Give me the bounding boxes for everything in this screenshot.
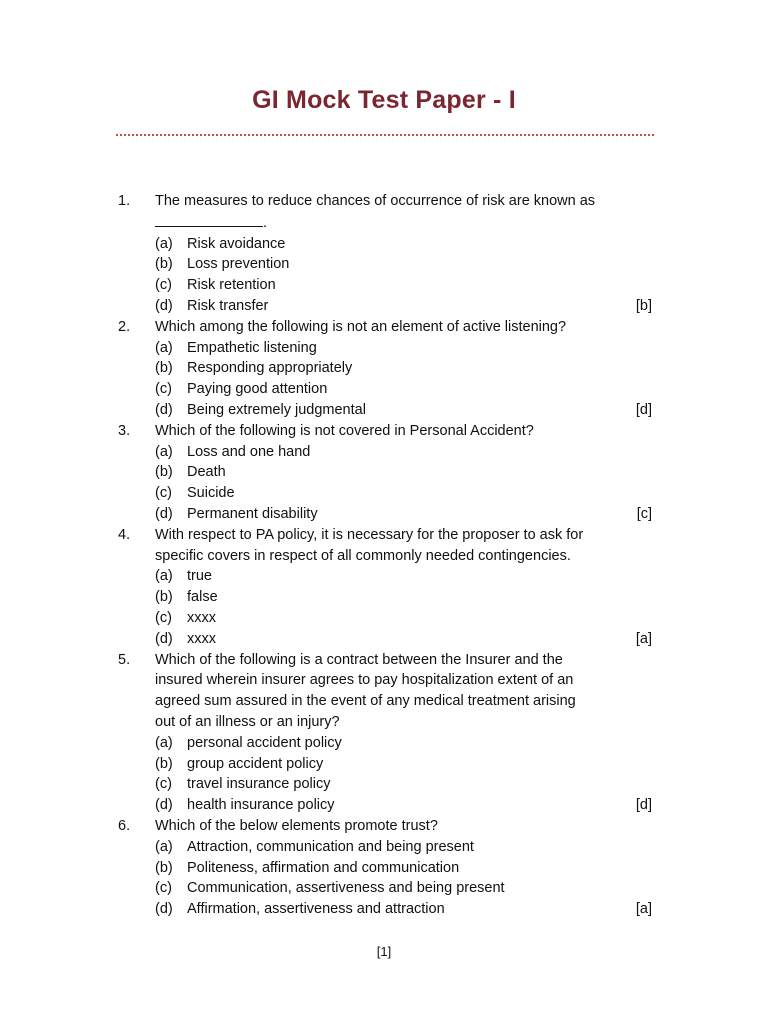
question-text: Which among the following is not an element of active listening? [155,318,567,335]
option-row [118,254,658,275]
question-list [118,191,658,920]
question-block [118,421,658,525]
option-row [118,275,658,296]
option-text: Affirmation, assertiveness and attraction [187,901,445,918]
option-row [118,899,658,920]
option-text: travel insurance policy [187,776,331,793]
option-label: (b) [155,360,173,377]
question-block [118,650,658,816]
answer-blank-line [118,212,658,234]
option-text: Risk avoidance [187,235,286,252]
option-row [118,608,658,629]
question-line [118,816,658,837]
option-label: (b) [155,256,173,273]
option-label: (a) [155,568,173,585]
option-label: (a) [155,443,173,460]
question-line [118,712,658,733]
option-row [118,379,658,400]
option-row [118,296,658,317]
option-row [118,338,658,359]
option-row [118,629,658,650]
option-text: Death [187,464,226,481]
option-row [118,774,658,795]
option-text: Being extremely judgmental [187,401,366,418]
page-number: [1] [376,944,392,959]
answer-key: [b] [635,297,652,314]
question-block [118,317,658,421]
option-label: (c) [155,381,172,398]
blank-suffix: . [263,214,268,231]
option-label: (a) [155,838,173,855]
question-text: specific covers in respect of all commonly needed contingencies. [155,547,571,564]
question-block [118,191,658,317]
option-row [118,442,658,463]
option-text: Loss and one hand [187,443,311,460]
question-line [118,421,658,442]
option-text: false [187,589,218,606]
option-text: Politeness, affirmation and communication [187,859,460,876]
option-row [118,504,658,525]
option-label: (d) [155,901,173,918]
option-label: (d) [155,401,173,418]
option-text: Loss prevention [187,256,290,273]
option-text: personal accident policy [187,734,342,751]
option-text: health insurance policy [187,797,335,814]
option-label: (a) [155,734,173,751]
option-text: Permanent disability [187,505,318,522]
page-title: GI Mock Test Paper - I [252,86,516,114]
option-text: Risk transfer [187,297,269,314]
option-row [118,234,658,255]
answer-key: [d] [635,797,652,814]
answer-key: [d] [635,401,652,418]
fill-in-blank [155,212,263,227]
option-label: (c) [155,609,172,626]
option-label: (b) [155,464,173,481]
option-row [118,587,658,608]
question-text: Which of the below elements promote trust? [155,817,438,834]
option-row [118,858,658,879]
option-row [118,400,658,421]
question-text: Which of the following is not covered in Personal Accident? [155,422,534,439]
option-label: (c) [155,880,172,897]
option-label: (c) [155,485,172,502]
option-row [118,837,658,858]
option-text: xxxx [187,630,216,647]
option-label: (a) [155,235,173,252]
option-label: (b) [155,859,173,876]
option-row [118,462,658,483]
option-text: Communication, assertiveness and being present [187,880,505,897]
question-line [118,191,658,212]
question-text: out of an illness or an injury? [155,713,340,730]
option-text: true [187,568,212,585]
option-label: (b) [155,755,173,772]
question-line [118,650,658,671]
question-number: 3. [118,422,131,439]
option-text: Paying good attention [187,381,328,398]
question-text: The measures to reduce chances of occurrence of risk are known as [155,193,596,209]
option-text: Responding appropriately [187,360,353,377]
option-label: (c) [155,776,172,793]
option-row [118,566,658,587]
option-label: (d) [155,797,173,814]
question-line [118,317,658,338]
option-row [118,358,658,379]
option-row [118,483,658,504]
option-row [118,754,658,775]
answer-key: [c] [636,505,652,522]
question-text: agreed sum assured in the event of any medical treatment arising [155,693,576,710]
question-number: 4. [118,526,131,543]
title-divider [116,134,654,136]
question-line [118,525,658,546]
option-text: Empathetic listening [187,339,317,356]
option-label: (a) [155,339,173,356]
option-row [118,878,658,899]
question-line [118,546,658,567]
question-line [118,691,658,712]
option-row [118,733,658,754]
question-text: insured wherein insurer agrees to pay hospitalization extent of an [155,672,574,689]
option-row [118,795,658,816]
question-number: 6. [118,817,131,834]
option-text: xxxx [187,609,216,626]
question-number: 1. [118,193,131,209]
option-text: group accident policy [187,755,324,772]
question-text: Which of the following is a contract between the Insurer and the [155,651,563,668]
option-text: Suicide [187,485,235,502]
question-block [118,525,658,650]
option-label: (c) [155,277,172,294]
option-label: (d) [155,505,173,522]
question-block [118,816,658,920]
question-text: With respect to PA policy, it is necessary for the proposer to ask for [155,526,584,543]
option-label: (b) [155,589,173,606]
option-text: Risk retention [187,277,276,294]
option-label: (d) [155,297,173,314]
answer-key: [a] [635,901,652,918]
option-text: Attraction, communication and being present [187,838,474,855]
question-number: 5. [118,651,131,668]
question-number: 2. [118,318,131,335]
answer-key: [a] [635,630,652,647]
question-line [118,670,658,691]
option-label: (d) [155,630,173,647]
